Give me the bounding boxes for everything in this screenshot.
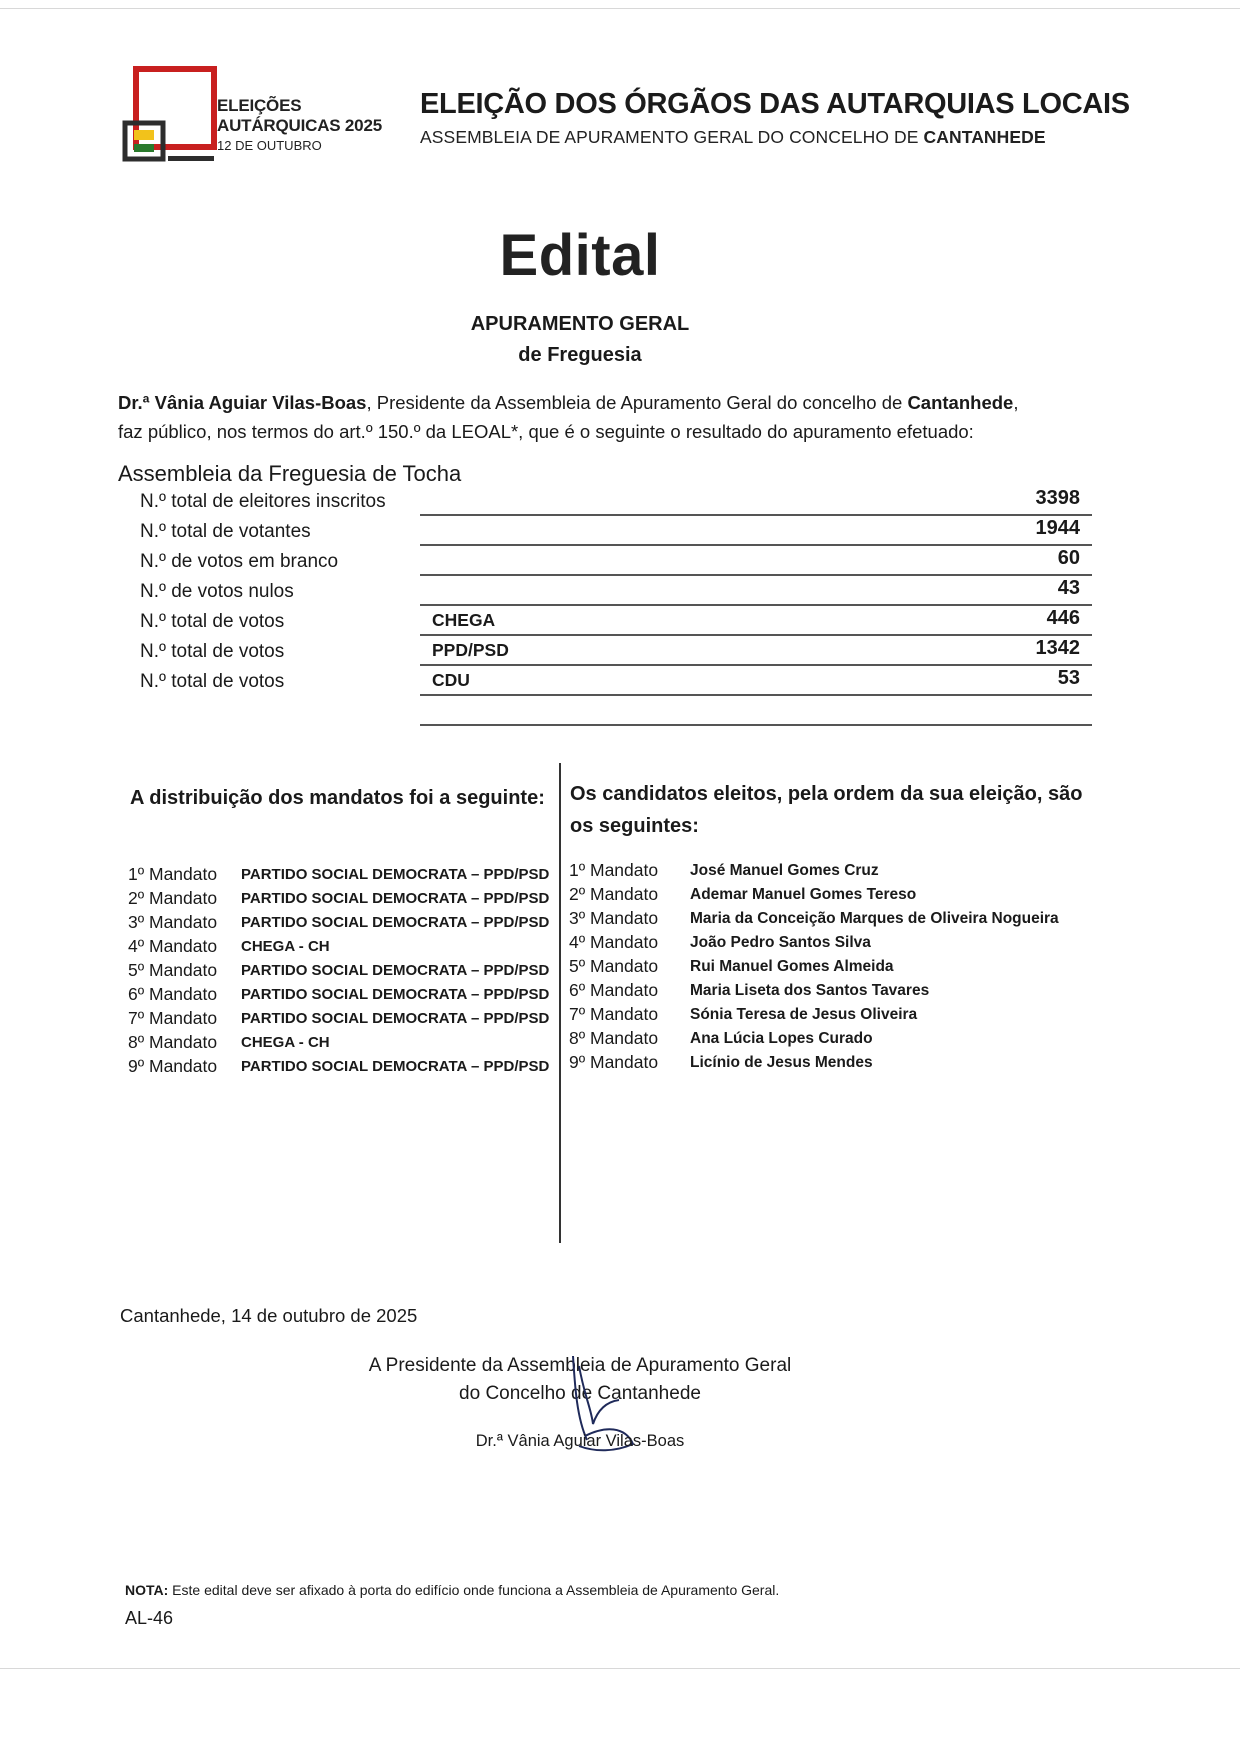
mandate-number: 3º Mandato	[128, 912, 218, 932]
result-value: 3398	[1035, 487, 1080, 509]
result-label: N.º de votos em branco	[140, 551, 339, 572]
elected-mandate-number: 2º Mandato	[569, 884, 659, 904]
assembly-heading: Assembleia da Freguesia de Tocha	[118, 461, 462, 486]
intro-line-2: faz público, nos termos do art.º 150.º da LEOAL*, que é o seguinte o resultado do apuramento efetuado:	[118, 421, 974, 442]
result-line	[420, 514, 1092, 516]
intro-line-1	[118, 392, 1018, 414]
intro-municipality: Cantanhede	[907, 392, 1014, 413]
elected-name: Maria Liseta dos Santos Tavares	[690, 982, 930, 999]
header-title: ELEIÇÃO DOS ÓRGÃOS DAS AUTARQUIAS LOCAIS	[420, 88, 1130, 120]
header-municipality: CANTANHEDE	[923, 127, 1046, 147]
president-name: Dr.ª Vânia Aguiar Vilas-Boas	[118, 392, 367, 413]
mandate-number: 1º Mandato	[128, 864, 218, 884]
logo-text-line1: ELEIÇÕES	[217, 96, 302, 115]
header-subtitle	[420, 127, 1046, 148]
elected-name: João Pedro Santos Silva	[690, 934, 871, 951]
mandate-number: 4º Mandato	[128, 936, 218, 956]
mandate-number: 8º Mandato	[128, 1032, 218, 1052]
election-logo	[122, 66, 220, 166]
footer-note	[125, 1582, 779, 1598]
mandate-number: 6º Mandato	[128, 984, 218, 1004]
scan-edge-top	[0, 8, 1240, 9]
signatory-title-line2: do Concelho de Cantanhede	[459, 1383, 701, 1404]
result-label: N.º total de votos	[140, 641, 285, 662]
elected-name: Licínio de Jesus Mendes	[690, 1054, 873, 1071]
result-label: N.º total de votos	[140, 671, 285, 692]
mandate-number: 9º Mandato	[128, 1056, 218, 1076]
note-text: Este edital deve ser afixado à porta do edifício onde funciona a Assembleia de Apuramento Geral.	[168, 1582, 780, 1598]
mandate-party: PARTIDO SOCIAL DEMOCRATA – PPD/PSD	[241, 1058, 550, 1075]
result-line-empty	[420, 724, 1092, 726]
signer-name: Dr.ª Vânia Aguiar Vilas-Boas	[475, 1432, 685, 1450]
result-label: N.º total de eleitores inscritos	[140, 491, 386, 512]
elected-name: Sónia Teresa de Jesus Oliveira	[690, 1006, 918, 1023]
scan-edge-bottom	[0, 1668, 1240, 1669]
result-party: CHEGA	[432, 610, 496, 630]
mandate-party: PARTIDO SOCIAL DEMOCRATA – PPD/PSD	[241, 1010, 550, 1027]
elected-mandate-number: 3º Mandato	[569, 908, 659, 928]
document-subtitle-scope: de Freguesia	[518, 344, 642, 366]
result-line	[420, 544, 1092, 546]
result-value: 1944	[1035, 517, 1080, 539]
logo-text-line2: AUTÁRQUICAS 2025	[217, 116, 382, 135]
elected-candidates-heading: Os candidatos eleitos, pela ordem da sua eleição, são os seguintes:	[570, 783, 1083, 837]
result-party: CDU	[432, 670, 470, 690]
mandate-party: PARTIDO SOCIAL DEMOCRATA – PPD/PSD	[241, 866, 550, 883]
result-party: PPD/PSD	[432, 640, 509, 660]
intro-punct: ,	[1013, 392, 1019, 413]
result-label: N.º total de votantes	[140, 521, 311, 542]
document-code: AL-46	[125, 1608, 174, 1628]
header-subtitle-prefix: ASSEMBLEIA DE APURAMENTO GERAL DO CONCELHO DE	[420, 127, 924, 147]
column-divider	[559, 763, 561, 1243]
mandate-party: PARTIDO SOCIAL DEMOCRATA – PPD/PSD	[241, 914, 550, 931]
mandate-party: CHEGA - CH	[241, 938, 330, 955]
logo-date: 12 DE OUTUBRO	[217, 138, 322, 153]
document-subtitle: APURAMENTO GERAL	[470, 313, 690, 335]
document-title: Edital	[499, 223, 661, 288]
elected-mandate-number: 7º Mandato	[569, 1004, 659, 1024]
mandate-party: PARTIDO SOCIAL DEMOCRATA – PPD/PSD	[241, 890, 550, 907]
elected-mandate-number: 1º Mandato	[569, 860, 659, 880]
elected-name: José Manuel Gomes Cruz	[690, 862, 879, 879]
result-value: 446	[1046, 607, 1080, 629]
result-line	[420, 604, 1092, 606]
mandate-party: PARTIDO SOCIAL DEMOCRATA – PPD/PSD	[241, 962, 550, 979]
elected-name: Ana Lúcia Lopes Curado	[690, 1030, 873, 1047]
mandate-number: 5º Mandato	[128, 960, 218, 980]
result-value: 53	[1057, 667, 1080, 689]
result-label: N.º total de votos	[140, 611, 285, 632]
result-line	[420, 664, 1092, 666]
mandate-party: CHEGA - CH	[241, 1034, 330, 1051]
elected-name: Rui Manuel Gomes Almeida	[690, 958, 894, 975]
result-label: N.º de votos nulos	[140, 581, 294, 602]
elected-mandate-number: 4º Mandato	[569, 932, 659, 952]
result-value: 1342	[1035, 637, 1080, 659]
mandate-party: PARTIDO SOCIAL DEMOCRATA – PPD/PSD	[241, 986, 550, 1003]
elected-mandate-number: 8º Mandato	[569, 1028, 659, 1048]
result-line	[420, 574, 1092, 576]
note-label: NOTA:	[125, 1582, 169, 1598]
elected-name: Maria da Conceição Marques de Oliveira Nogueira	[690, 910, 1059, 927]
mandate-number: 7º Mandato	[128, 1008, 218, 1028]
result-line	[420, 694, 1092, 696]
place-date: Cantanhede, 14 de outubro de 2025	[120, 1305, 418, 1326]
result-value: 60	[1057, 547, 1080, 569]
intro-text: , Presidente da Assembleia de Apuramento Geral do concelho de	[366, 392, 908, 413]
result-value: 43	[1057, 577, 1080, 599]
elected-mandate-number: 9º Mandato	[569, 1052, 659, 1072]
result-line	[420, 634, 1092, 636]
signatory-title-line1: A Presidente da Assembleia de Apuramento Geral	[368, 1355, 792, 1376]
elected-name: Ademar Manuel Gomes Tereso	[690, 886, 917, 903]
mandate-distribution-heading: A distribuição dos mandatos foi a seguinte:	[130, 787, 545, 809]
elected-mandate-number: 6º Mandato	[569, 980, 659, 1000]
elected-mandate-number: 5º Mandato	[569, 956, 659, 976]
mandate-number: 2º Mandato	[128, 888, 218, 908]
